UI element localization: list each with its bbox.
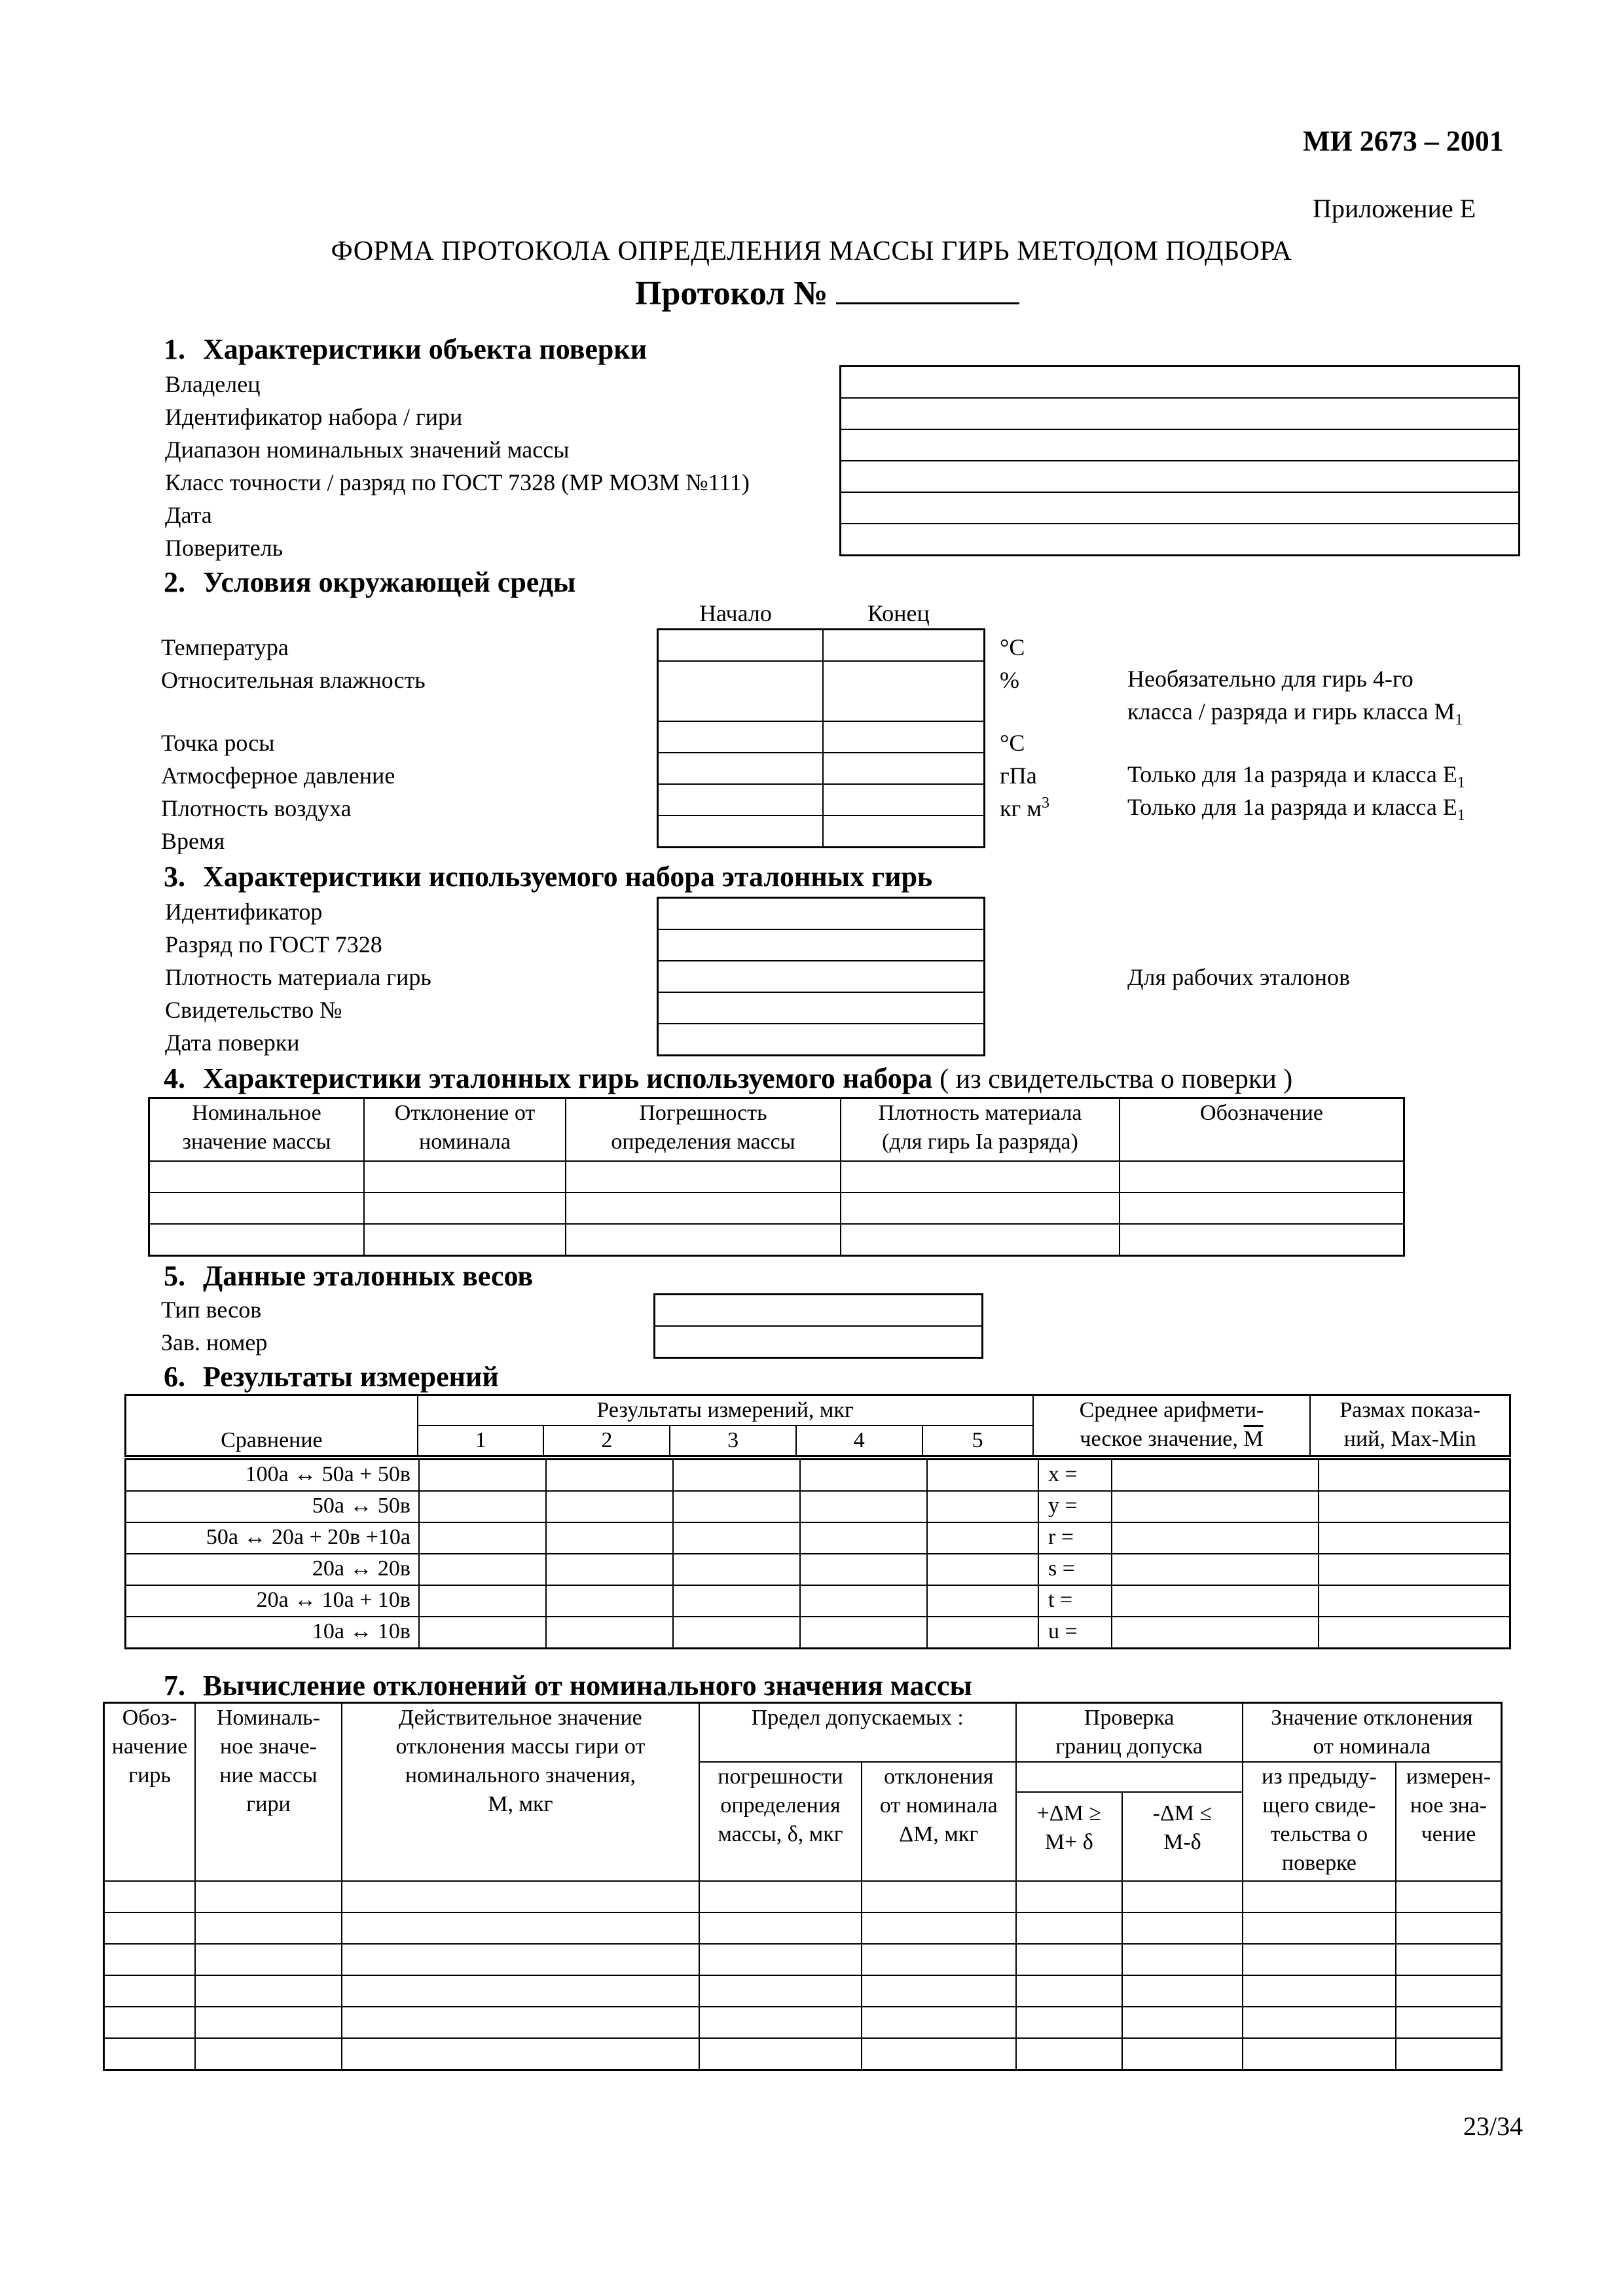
s1-label-verifier: Поверитель: [165, 535, 283, 561]
s2-label-dew: Точка росы: [161, 730, 275, 756]
section2-table: [657, 628, 985, 848]
table-row: [126, 1491, 1510, 1522]
s7-col-designation: Обоз- начение гирь: [104, 1703, 196, 1882]
table-row: [126, 1617, 1510, 1649]
section3-table: [657, 897, 985, 1056]
s7-col-check-minus: -ΔM ≤ M-δ: [1122, 1792, 1243, 1881]
s6-col-4: 4: [796, 1426, 922, 1456]
section2-title: Условия окружающей среды: [203, 566, 576, 598]
s4-col-deviation: Отклонение от номинала: [364, 1098, 566, 1162]
table-row: [104, 1912, 1502, 1944]
s5-field-serial[interactable]: [655, 1326, 983, 1358]
s4-col-density: Плотность материала (для гирь Iа разряда): [841, 1098, 1120, 1162]
s2-time-end[interactable]: [823, 816, 985, 848]
s6-row-compare: 20а ↔ 20в: [126, 1554, 420, 1585]
s6-row-var: y =: [1038, 1491, 1112, 1522]
s7-col-check: Проверка границ допуска: [1016, 1703, 1243, 1763]
s3-label-certificate: Свидетельство №: [165, 997, 342, 1023]
table-row: [104, 1975, 1502, 2007]
s3-field-date[interactable]: [658, 1024, 985, 1056]
s7-col-limits: Предел допускаемых :: [699, 1703, 1015, 1763]
s6-row-var: s =: [1038, 1554, 1112, 1585]
s1-field-verifier[interactable]: [841, 524, 1520, 556]
section3-number: 3.: [164, 861, 185, 893]
document-code: МИ 2673 – 2001: [1303, 125, 1504, 157]
s6-col-range: Размах показа- ний, Max-Min: [1310, 1395, 1510, 1456]
section4-title-suffix: ( из свидетельства о поверки ): [939, 1064, 1293, 1094]
protocol-title: [635, 274, 1019, 313]
s2-density-start[interactable]: [658, 784, 824, 816]
section1-table: [839, 365, 1520, 556]
table-row: [149, 1193, 1404, 1224]
s2-dew-start[interactable]: [658, 721, 824, 753]
s3-label-density: Плотность материала гирь: [165, 964, 431, 990]
section1-number: 1.: [164, 333, 185, 365]
s5-label-type: Тип весов: [161, 1297, 262, 1323]
section4-table: [148, 1097, 1405, 1257]
table-row: [104, 2007, 1502, 2038]
s2-note-pressure: Только для 1а разряда и класса $E_1$: [1127, 761, 1465, 792]
s6-row-var: x =: [1038, 1460, 1112, 1492]
section4-number: 4.: [164, 1062, 185, 1094]
protocol-number-blank[interactable]: [836, 274, 1019, 304]
s1-field-date[interactable]: [841, 492, 1520, 524]
s5-field-type[interactable]: [655, 1295, 983, 1327]
protocol-label: Протокол №: [635, 275, 828, 312]
s1-label-date: Дата: [165, 502, 212, 528]
s2-col-end: Конец: [867, 600, 930, 626]
s3-field-grade[interactable]: [658, 929, 985, 961]
s4-col-designation: Обозначение: [1120, 1098, 1404, 1162]
s6-col-compare: Сравнение: [126, 1395, 418, 1456]
s2-col-start: Начало: [699, 600, 772, 626]
section6-heading: [164, 1360, 499, 1393]
table-row: [149, 1161, 1404, 1193]
s2-density-end[interactable]: [823, 784, 985, 816]
s3-field-certificate[interactable]: [658, 992, 985, 1024]
table-row: [126, 1554, 1510, 1585]
s2-unit-density: кг $м^3$: [1000, 795, 1050, 821]
s6-row-var: t =: [1038, 1585, 1112, 1617]
s1-field-range[interactable]: [841, 429, 1520, 461]
s2-dew-end[interactable]: [823, 721, 985, 753]
s2-note-humidity: [1127, 662, 1463, 728]
s4-col-error: Погрешность определения массы: [566, 1098, 841, 1162]
s3-label-grade: Разряд по ГОСТ 7328: [165, 931, 382, 958]
section6-body: [124, 1458, 1511, 1649]
s4-col-nominal: Номинальное значение массы: [149, 1098, 365, 1162]
s2-label-humidity: Относительная влажность: [161, 667, 426, 693]
section5-table: [653, 1293, 983, 1359]
section5-number: 5.: [164, 1260, 185, 1292]
s2-unit-humidity: %: [1000, 667, 1019, 693]
s2-note-humidity-l2: класса / разряда и гирь класса $M_1$: [1127, 698, 1463, 729]
s6-col-3: 3: [670, 1426, 796, 1456]
s6-col-mean: Среднее арифмети- ческое значение, $\overline{M}$: [1033, 1395, 1311, 1456]
s6-row-compare: 20а ↔ 10а + 10в: [126, 1585, 420, 1617]
s3-field-density[interactable]: [658, 961, 985, 992]
s1-field-owner[interactable]: [841, 367, 1520, 399]
section7-number: 7.: [164, 1670, 185, 1702]
s3-label-date: Дата поверки: [165, 1030, 300, 1056]
s7-col-check-plus: +ΔM ≥ M+ δ: [1016, 1792, 1123, 1881]
s6-row-compare: 10а ↔ 10в: [126, 1617, 420, 1649]
s6-row-var: u =: [1038, 1617, 1112, 1649]
section1-heading: [164, 332, 647, 366]
s2-unit-pressure: гПа: [1000, 762, 1037, 789]
page-number: 23/34: [1463, 2111, 1523, 2141]
section6-table: [124, 1394, 1511, 1457]
section5-title: Данные эталонных весов: [203, 1260, 534, 1292]
s7-col-limits-dev: отклонения от номинала ΔM, мкг: [862, 1762, 1016, 1881]
s1-label-class: Класс точности / разряд по ГОСТ 7328 (МР МОЗМ №111): [165, 469, 750, 495]
s3-label-identifier: Идентификатор: [165, 899, 323, 925]
section2-number: 2.: [164, 566, 185, 598]
section7-heading: [164, 1669, 972, 1702]
s3-field-identifier[interactable]: [658, 898, 985, 930]
s2-pressure-start[interactable]: [658, 753, 824, 784]
s6-col-5: 5: [922, 1426, 1033, 1456]
s7-col-actual: Действительное значение отклонения массы гири от номинального значения, M, мкг: [342, 1703, 699, 1882]
s2-pressure-end[interactable]: [823, 753, 985, 784]
s1-label-identifier: Идентификатор набора / гири: [165, 404, 463, 430]
table-row: [126, 1460, 1510, 1492]
s1-label-owner: Владелец: [165, 371, 261, 397]
table-row: [149, 1224, 1404, 1256]
s7-col-nominal: Номиналь- ное значе- ние массы гири: [195, 1703, 342, 1882]
table-row: [126, 1585, 1510, 1617]
appendix-label: Приложение Е: [1313, 194, 1476, 223]
s2-temp-start[interactable]: [658, 630, 824, 662]
table-row: [104, 1944, 1502, 1975]
section5-heading: [164, 1259, 533, 1293]
s2-note-density: Только для 1а разряда и класса $E_1$: [1127, 794, 1465, 825]
s2-time-start[interactable]: [658, 816, 824, 848]
section3-title: Характеристики используемого набора эталонных гирь: [203, 861, 933, 893]
s2-humidity-end[interactable]: [823, 661, 985, 721]
s6-row-compare: 50а ↔ 50в: [126, 1491, 420, 1522]
table-row: [126, 1522, 1510, 1554]
s7-col-value-prev: из предыду- щего свиде- тельства о поверке: [1243, 1762, 1396, 1881]
form-title: ФОРМА ПРОТОКОЛА ОПРЕДЕЛЕНИЯ МАССЫ ГИРЬ МЕТОДОМ ПОДБОРА: [331, 236, 1292, 266]
s2-humidity-start[interactable]: [658, 661, 824, 721]
s6-col-1: 1: [418, 1426, 544, 1456]
s1-field-identifier[interactable]: [841, 398, 1520, 429]
section6-title: Результаты измерений: [203, 1361, 499, 1393]
s5-label-serial: Зав. номер: [161, 1329, 268, 1355]
section7-table: [103, 1702, 1503, 2071]
s7-col-value-meas: измерен- ное зна- чение: [1396, 1762, 1501, 1881]
section7-title: Вычисление отклонений от номинального значения массы: [203, 1670, 972, 1702]
s1-label-range: Диапазон номинальных значений массы: [165, 437, 570, 463]
s2-label-pressure: Атмосферное давление: [161, 762, 395, 789]
s2-label-density: Плотность воздуха: [161, 795, 352, 821]
s3-note: Для рабочих эталонов: [1127, 964, 1350, 990]
section1-title: Характеристики объекта поверки: [203, 333, 647, 365]
table-row: [104, 1881, 1502, 1912]
section4-title: Характеристики эталонных гирь используемого набора: [203, 1062, 933, 1094]
section3-heading: [164, 860, 932, 893]
s1-field-class[interactable]: [841, 461, 1520, 492]
s6-col-results: Результаты измерений, мкг: [418, 1395, 1033, 1426]
section4-heading: [164, 1062, 1292, 1095]
s2-label-temp: Температура: [161, 634, 289, 660]
s6-col-2: 2: [543, 1426, 670, 1456]
s2-label-time: Время: [161, 828, 225, 854]
s2-note-humidity-l1: Необязательно для гирь 4-го: [1127, 666, 1413, 692]
s6-row-compare: 50а ↔ 20а + 20в +10а: [126, 1522, 420, 1554]
s6-row-compare: 100а ↔ 50а + 50в: [126, 1460, 420, 1492]
s6-row-var: r =: [1038, 1522, 1112, 1554]
s2-temp-end[interactable]: [823, 630, 985, 662]
s2-unit-dew: °C: [1000, 730, 1025, 756]
s2-unit-temp: °C: [1000, 634, 1025, 660]
s7-col-value: Значение отклонения от номинала: [1243, 1703, 1502, 1763]
section2-heading: [164, 565, 575, 599]
table-row: [104, 2038, 1502, 2070]
s7-col-limits-err: погрешности определения массы, δ, мкг: [699, 1762, 862, 1881]
section6-number: 6.: [164, 1361, 185, 1393]
